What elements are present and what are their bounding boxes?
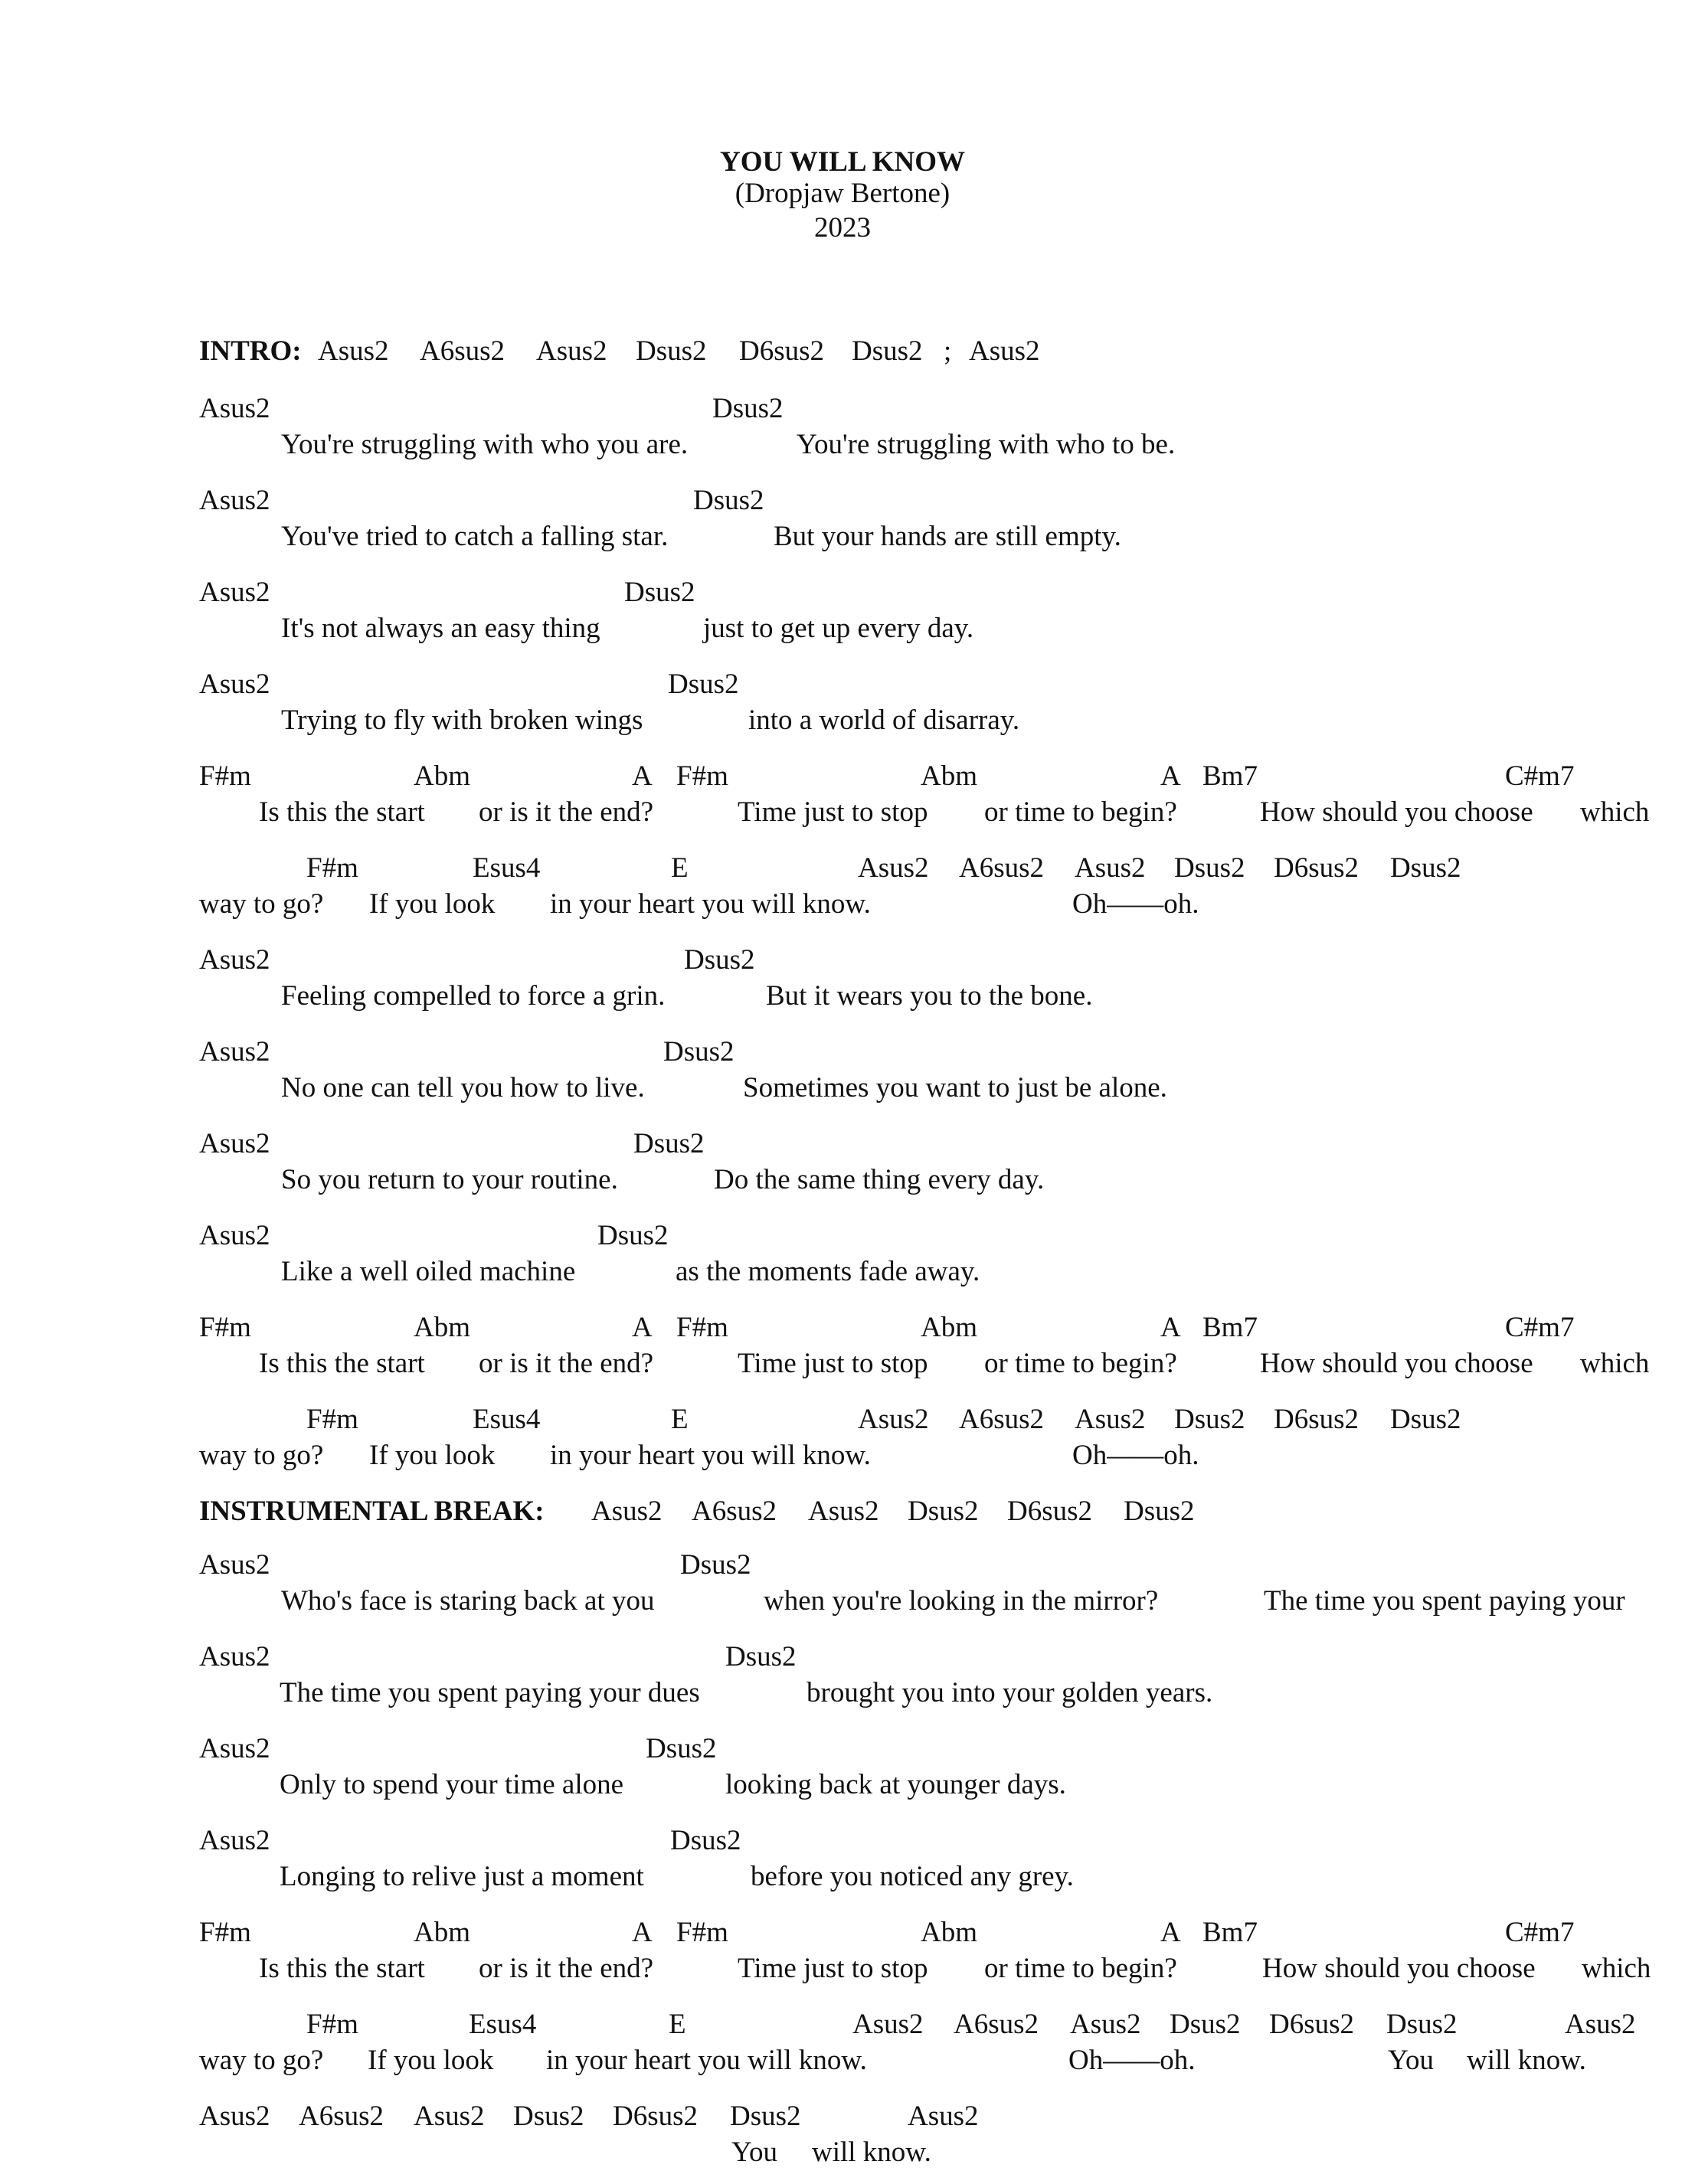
song-text: Abm xyxy=(414,760,470,792)
song-text: F#m xyxy=(306,2009,358,2040)
song-text: D6sus2 xyxy=(1007,1496,1093,1527)
song-text: A6sus2 xyxy=(299,2101,384,2132)
song-text: If you look xyxy=(368,2045,494,2076)
song-text: or time to begin? xyxy=(984,796,1177,828)
song-text: A6sus2 xyxy=(420,335,506,367)
section-label: INTRO: xyxy=(199,335,302,367)
song-text: which xyxy=(1582,1953,1651,1984)
song-text: C#m7 xyxy=(1505,760,1575,792)
song-text: way to go? xyxy=(199,888,324,920)
song-text: Dsus2 xyxy=(597,1220,669,1251)
song-text: Asus2 xyxy=(1075,852,1146,884)
song-text: Abm xyxy=(921,1917,977,1948)
song-text: will know. xyxy=(812,2137,931,2168)
song-text: F#m xyxy=(199,1312,251,1343)
song-text: will know. xyxy=(1467,2045,1586,2076)
song-text: ; xyxy=(944,335,952,367)
song-text: Abm xyxy=(921,760,977,792)
song-text: Time just to stop xyxy=(738,796,928,828)
song-text: Asus2 xyxy=(414,2101,485,2132)
song-text: Asus2 xyxy=(808,1496,879,1527)
song-text: or is it the end? xyxy=(479,1348,654,1379)
song-text: Dsus2 xyxy=(1390,1404,1461,1435)
song-text: Asus2 xyxy=(199,1825,270,1856)
song-text: in your heart you will know. xyxy=(546,2045,867,2076)
song-text: A xyxy=(632,1917,653,1948)
song-text: Asus2 xyxy=(199,1641,270,1672)
song-text: Asus2 xyxy=(199,577,270,608)
song-year: 2023 xyxy=(814,212,871,244)
song-text: which xyxy=(1580,1348,1650,1379)
section-label: INSTRUMENTAL BREAK: xyxy=(199,1496,545,1527)
song-text: Asus2 xyxy=(969,335,1040,367)
song-text: Asus2 xyxy=(199,1128,270,1159)
song-text: Dsus2 xyxy=(646,1733,717,1764)
song-text: Dsus2 xyxy=(1390,852,1461,884)
song-title: YOU WILL KNOW xyxy=(719,146,966,178)
song-text: looking back at younger days. xyxy=(725,1769,1066,1800)
song-text: D6sus2 xyxy=(1274,1404,1359,1435)
song-text: which xyxy=(1580,796,1650,828)
song-text: F#m xyxy=(676,1917,728,1948)
song-text: Asus2 xyxy=(199,393,270,424)
song-text: Asus2 xyxy=(199,485,270,516)
song-artist: (Dropjaw Bertone) xyxy=(735,178,950,209)
song-text: Oh——oh. xyxy=(1072,1440,1199,1471)
song-text: The time you spent paying your dues xyxy=(280,1677,700,1708)
song-text: Oh——oh. xyxy=(1072,888,1199,920)
song-text: Dsus2 xyxy=(693,485,764,516)
song-text: But it wears you to the bone. xyxy=(766,980,1093,1012)
song-text: Bm7 xyxy=(1202,760,1258,792)
song-text: Asus2 xyxy=(199,944,270,976)
song-text: But your hands are still empty. xyxy=(774,521,1121,552)
song-text: Asus2 xyxy=(1075,1404,1146,1435)
song-text: brought you into your golden years. xyxy=(807,1677,1213,1708)
song-text: Dsus2 xyxy=(908,1496,979,1527)
song-text: A xyxy=(1160,760,1181,792)
song-text: Abm xyxy=(414,1312,470,1343)
song-text: A xyxy=(1160,1312,1181,1343)
song-text: Dsus2 xyxy=(670,1825,741,1856)
song-text: Dsus2 xyxy=(636,335,707,367)
song-text: Asus2 xyxy=(536,335,607,367)
song-text: Time just to stop xyxy=(738,1953,928,1984)
song-text: into a world of disarray. xyxy=(748,705,1020,736)
song-text: Dsus2 xyxy=(712,393,784,424)
song-text: or is it the end? xyxy=(479,796,654,828)
song-text: F#m xyxy=(199,760,251,792)
song-text: Feeling compelled to force a grin. xyxy=(281,980,666,1012)
song-text: way to go? xyxy=(199,1440,324,1471)
song-text: You're struggling with who to be. xyxy=(797,429,1176,460)
song-text: as the moments fade away. xyxy=(676,1256,980,1287)
song-text: Asus2 xyxy=(858,852,929,884)
song-text: in your heart you will know. xyxy=(550,888,871,920)
song-text: Dsus2 xyxy=(1124,1496,1195,1527)
song-text: Dsus2 xyxy=(725,1641,797,1672)
song-text: C#m7 xyxy=(1505,1917,1575,1948)
song-text: or time to begin? xyxy=(984,1953,1177,1984)
song-text: F#m xyxy=(306,1404,358,1435)
song-text: Asus2 xyxy=(199,1733,270,1764)
song-text: Asus2 xyxy=(199,669,270,700)
song-text: Only to spend your time alone xyxy=(280,1769,624,1800)
song-text: Esus4 xyxy=(469,2009,537,2040)
song-text: Abm xyxy=(414,1917,470,1948)
song-text: Abm xyxy=(921,1312,977,1343)
song-text: A6sus2 xyxy=(692,1496,777,1527)
song-text: How should you choose xyxy=(1260,1348,1533,1379)
song-text: Asus2 xyxy=(318,335,389,367)
song-text: Asus2 xyxy=(1070,2009,1141,2040)
song-text: Dsus2 xyxy=(624,577,695,608)
song-text: Time just to stop xyxy=(738,1348,928,1379)
song-text: You xyxy=(731,2137,778,2168)
song-text: F#m xyxy=(199,1917,251,1948)
song-text: Asus2 xyxy=(199,1549,270,1581)
song-text: Asus2 xyxy=(591,1496,663,1527)
song-text: Dsus2 xyxy=(680,1549,751,1581)
song-text: If you look xyxy=(369,1440,496,1471)
song-text: A6sus2 xyxy=(959,1404,1045,1435)
song-text: You're struggling with who you are. xyxy=(281,429,689,460)
song-text: Asus2 xyxy=(199,1220,270,1251)
song-text: You've tried to catch a falling star. xyxy=(281,521,669,552)
song-text: F#m xyxy=(306,852,358,884)
song-text: Dsus2 xyxy=(684,944,755,976)
song-text: Asus2 xyxy=(199,1036,270,1067)
song-text: Is this the start xyxy=(259,1953,425,1984)
song-text: Esus4 xyxy=(473,1404,541,1435)
song-text: A6sus2 xyxy=(954,2009,1039,2040)
song-text: or time to begin? xyxy=(984,1348,1177,1379)
song-text: How should you choose xyxy=(1260,796,1533,828)
song-text: Longing to relive just a moment xyxy=(280,1861,644,1892)
song-text: Dsus2 xyxy=(730,2101,801,2132)
song-text: Dsus2 xyxy=(1386,2009,1458,2040)
song-text: You xyxy=(1388,2045,1435,2076)
song-text: The time you spent paying your xyxy=(1264,1585,1625,1617)
song-text: D6sus2 xyxy=(613,2101,699,2132)
song-text: Dsus2 xyxy=(1174,852,1245,884)
song-text: in your heart you will know. xyxy=(550,1440,871,1471)
song-text: Asus2 xyxy=(1565,2009,1636,2040)
song-text: Sometimes you want to just be alone. xyxy=(743,1072,1167,1103)
song-text: Oh——oh. xyxy=(1068,2045,1196,2076)
song-text: Bm7 xyxy=(1202,1312,1258,1343)
song-text: A xyxy=(1160,1917,1181,1948)
song-text: F#m xyxy=(676,760,728,792)
song-text: E xyxy=(671,852,689,884)
song-text: Dsus2 xyxy=(1174,1404,1245,1435)
song-text: Dsus2 xyxy=(513,2101,584,2132)
song-text: Dsus2 xyxy=(633,1128,705,1159)
song-text: Asus2 xyxy=(199,2101,270,2132)
song-text: Do the same thing every day. xyxy=(714,1164,1045,1195)
song-text: C#m7 xyxy=(1505,1312,1575,1343)
song-text: or is it the end? xyxy=(479,1953,654,1984)
song-text: D6sus2 xyxy=(1274,852,1359,884)
song-text: Dsus2 xyxy=(852,335,923,367)
song-text: Dsus2 xyxy=(663,1036,735,1067)
song-text: A6sus2 xyxy=(959,852,1045,884)
song-text: So you return to your routine. xyxy=(281,1164,618,1195)
song-text: Trying to fly with broken wings xyxy=(281,705,643,736)
song-text: E xyxy=(671,1404,689,1435)
song-text: If you look xyxy=(369,888,496,920)
song-text: How should you choose xyxy=(1262,1953,1536,1984)
song-text: It's not always an easy thing xyxy=(281,613,600,644)
song-text: Dsus2 xyxy=(668,669,739,700)
song-text: Like a well oiled machine xyxy=(281,1256,576,1287)
song-text: Dsus2 xyxy=(1170,2009,1241,2040)
song-text: Who's face is staring back at you xyxy=(281,1585,655,1617)
song-text: Asus2 xyxy=(852,2009,924,2040)
song-text: way to go? xyxy=(199,2045,324,2076)
song-text: just to get up every day. xyxy=(703,613,974,644)
song-text: A xyxy=(632,760,653,792)
song-text: Is this the start xyxy=(259,1348,425,1379)
song-text: before you noticed any grey. xyxy=(751,1861,1074,1892)
song-text: D6sus2 xyxy=(1269,2009,1355,2040)
song-text: D6sus2 xyxy=(739,335,825,367)
song-text: No one can tell you how to live. xyxy=(281,1072,645,1103)
song-text: F#m xyxy=(676,1312,728,1343)
song-text: when you're looking in the mirror? xyxy=(764,1585,1159,1617)
song-text: Bm7 xyxy=(1202,1917,1258,1948)
song-text: E xyxy=(669,2009,686,2040)
song-text: Asus2 xyxy=(908,2101,979,2132)
song-text: Esus4 xyxy=(473,852,541,884)
song-text: Is this the start xyxy=(259,796,425,828)
song-text: Asus2 xyxy=(858,1404,929,1435)
song-text: A xyxy=(632,1312,653,1343)
